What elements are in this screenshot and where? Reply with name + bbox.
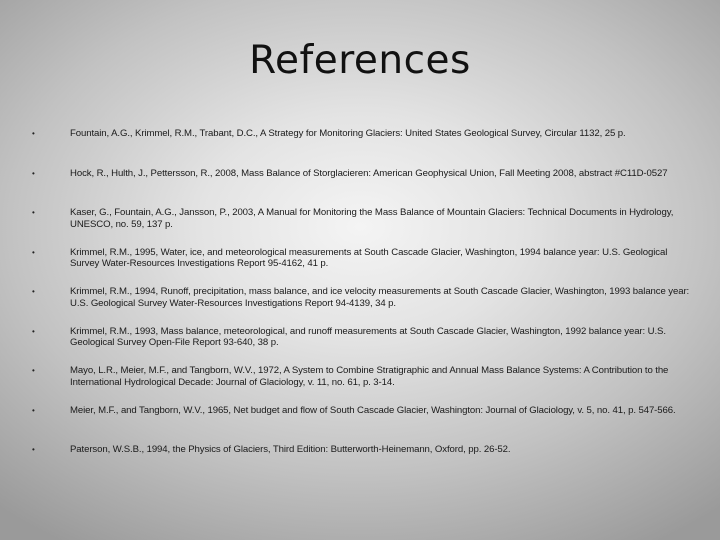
reference-text: Kaser, G., Fountain, A.G., Jansson, P., 2003, A Manual for Monitoring the Mass Balance of Mountain Glaciers: Technical Documents in Hydrology, UNESCO, no. 59, 137 p. xyxy=(70,207,674,230)
reference-item xyxy=(30,168,690,208)
bullet-icon: • xyxy=(32,405,35,415)
bullet-icon: • xyxy=(32,208,35,217)
bullet-icon: • xyxy=(32,247,35,257)
reference-text: Mayo, L.R., Meier, M.F., and Tangborn, W.V., 1972, A System to Combine Stratigraphic and Annual Mass Balance Systems: A Contribution to the International Hydrological Decade: Journal of Glaciology, v. 11, no. 61, p. 3-14. xyxy=(70,365,669,388)
reference-item xyxy=(30,444,690,484)
reference-item xyxy=(30,128,690,168)
reference-item xyxy=(30,405,690,445)
bullet-icon: • xyxy=(32,287,35,296)
bullet-icon: • xyxy=(32,326,35,336)
reference-text: Krimmel, R.M., 1994, Runoff, precipitation, mass balance, and ice velocity measurements at South Cascade Glacier, Washington, 1993 balance year: U.S. Geological Survey Water-Resources Investigations Report 94-4139, 34 p. xyxy=(70,286,690,309)
reference-item xyxy=(30,286,690,326)
references-list xyxy=(30,128,690,484)
reference-text: Fountain, A.G., Krimmel, R.M., Trabant, D.C., A Strategy for Monitoring Glaciers: United States Geological Survey, Circular 1132, 25 p. xyxy=(70,128,626,139)
reference-text: Hock, R., Hulth, J., Pettersson, R., 2008, Mass Balance of Storglacieren: American Geophysical Union, Fall Meeting 2008, abstract #C11D-0527 xyxy=(70,167,668,179)
reference-text: Paterson, W.S.B., 1994, the Physics of Glaciers, Third Edition: Butterworth-Heinemann, Oxford, pp. 26-52. xyxy=(70,444,511,455)
bullet-icon: • xyxy=(32,445,35,454)
reference-item xyxy=(30,247,690,287)
reference-text: Krimmel, R.M., 1993, Mass balance, meteorological, and runoff measurements at South Cascade Glacier, Washington, 1992 balance year: U.S. Geological Survey Open-File Report 93-640, 38 p. xyxy=(70,325,666,348)
reference-item xyxy=(30,365,690,405)
bullet-icon: • xyxy=(32,366,35,375)
reference-text: Krimmel, R.M., 1995, Water, ice, and meteorological measurements at South Cascade Glacier, Washington, 1994 balance year: U.S. Geological Survey Water-Resources Investigations Report 95-4162, 41 p. xyxy=(70,246,668,269)
bullet-icon: • xyxy=(32,129,35,138)
slide-title: References xyxy=(249,38,471,83)
bullet-icon: • xyxy=(32,168,35,178)
reference-item xyxy=(30,207,690,247)
reference-item xyxy=(30,326,690,366)
reference-text: Meier, M.F., and Tangborn, W.V., 1965, Net budget and flow of South Cascade Glacier, Washington: Journal of Glaciology, v. 5, no. 41, p. 547-566. xyxy=(70,404,676,416)
